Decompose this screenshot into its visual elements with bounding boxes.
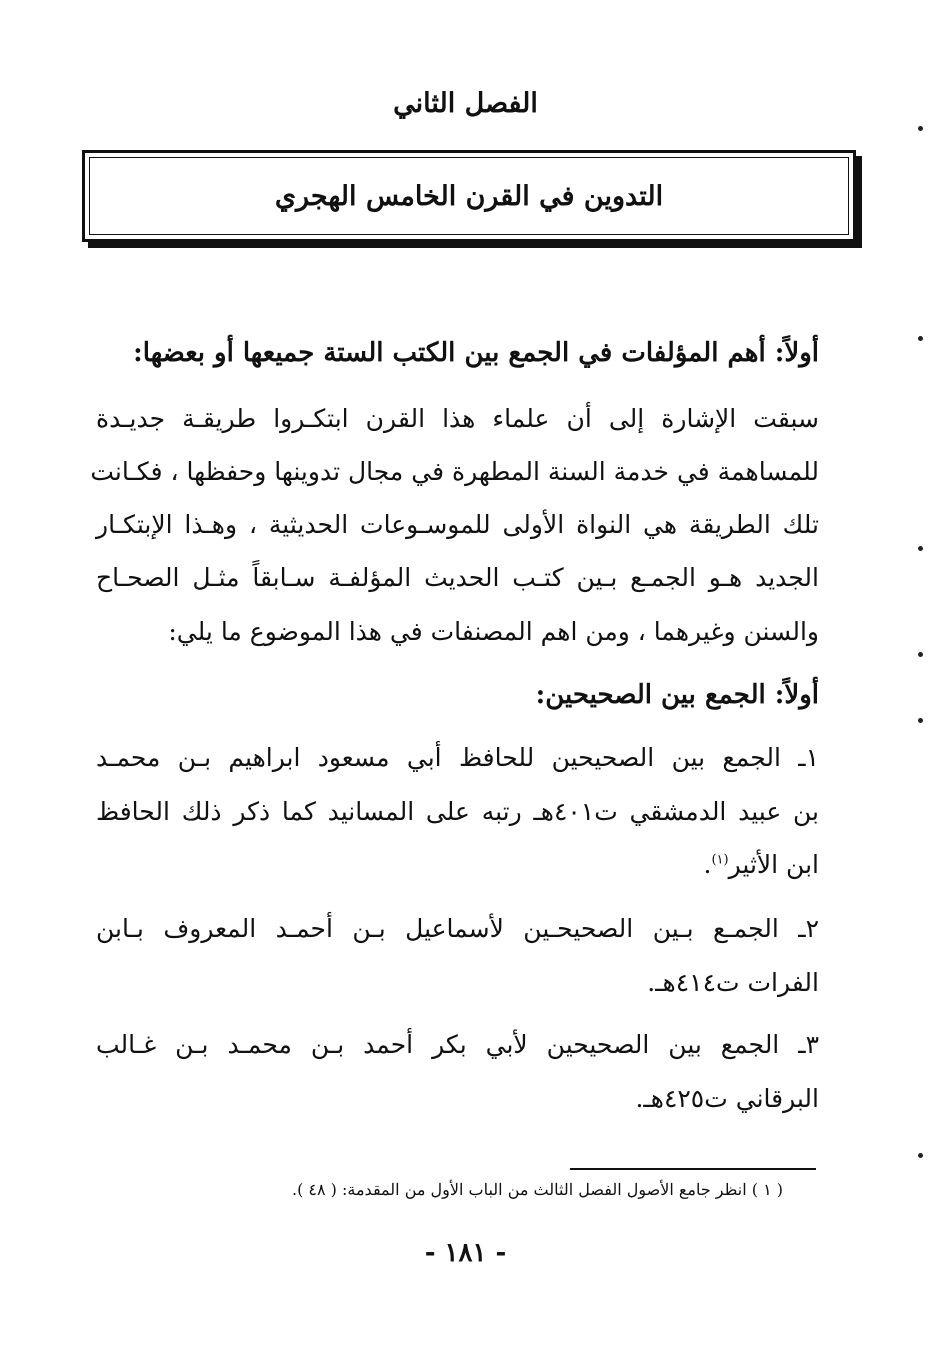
intro-line-3: تلك الطريقة هي النواة الأولى للموسـوعات الحديثية ، وهـذا الإبتكـار <box>96 510 819 539</box>
page-number: - ١٨١ - <box>424 1238 507 1268</box>
title-box-inner-frame <box>89 157 849 235</box>
scan-speck <box>918 652 923 657</box>
scan-speck <box>918 336 923 341</box>
item3-line-2: البرقاني ت٤٢٥هـ. <box>635 1084 819 1113</box>
title-box <box>82 150 856 242</box>
scan-speck <box>918 126 923 131</box>
footnote-reference: (١) <box>711 852 729 868</box>
intro-line-5: والسنن وغيرهما ، ومن اهم المصنفات في هذا الموضوع ما يلي: <box>168 617 819 646</box>
scan-speck <box>918 546 923 551</box>
item1-line-3-text: ابن الأثير <box>728 850 819 879</box>
scan-speck <box>918 718 923 723</box>
item2-line-1: ٢ـ الجمـع بـين الصحيحـين لأسماعيل بـن أحمـد المعروف بـابن <box>96 914 819 943</box>
item1-line-2: بن عبيد الدمشقي ت٤٠١هـ رتبه على المسانيد كما ذكر ذلك الحافظ <box>96 797 819 826</box>
item1-line-1: ١ـ الجمع بين الصحيحين للحافظ أبي مسعود ابراهيم بـن محمـد <box>96 743 819 772</box>
item3-line-1: ٣ـ الجمع بين الصحيحين لأبي بكر أحمد بـن محمـد بـن غـالب <box>96 1030 819 1059</box>
boxed-title: التدوين في القرن الخامس الهجري <box>274 180 664 212</box>
subheading: أولاً: الجمع بين الصحيحين: <box>535 680 819 710</box>
footnote-separator <box>570 1168 816 1170</box>
chapter-heading: الفصل الثاني <box>393 88 538 119</box>
scan-speck <box>918 1153 923 1158</box>
intro-line-1: سبقت الإشارة إلى أن علماء هذا القرن ابتكـروا طريقـة جديـدة <box>96 404 819 433</box>
footnote-text: ( ١ ) انظر جامع الأصول الفصل الثالث من الباب الأول من المقدمة: ( ٤٨ ). <box>291 1180 783 1199</box>
intro-line-4: الجديد هـو الجمـع بـين كتـب الحديث المؤلفـة سـابقاً مثـل الصحـاح <box>96 563 819 592</box>
section-heading: أولاً: أهم المؤلفات في الجمع بين الكتب الستة جميعها أو بعضها: <box>133 338 819 368</box>
item2-line-2: الفرات ت٤١٤هـ. <box>647 968 819 997</box>
item1-line-3-end: . <box>703 850 712 879</box>
intro-line-2: للمساهمة في خدمة السنة المطهرة في مجال تدوينها وحفظها ، فكـانت <box>90 457 819 486</box>
item1-line-3 <box>704 850 819 879</box>
